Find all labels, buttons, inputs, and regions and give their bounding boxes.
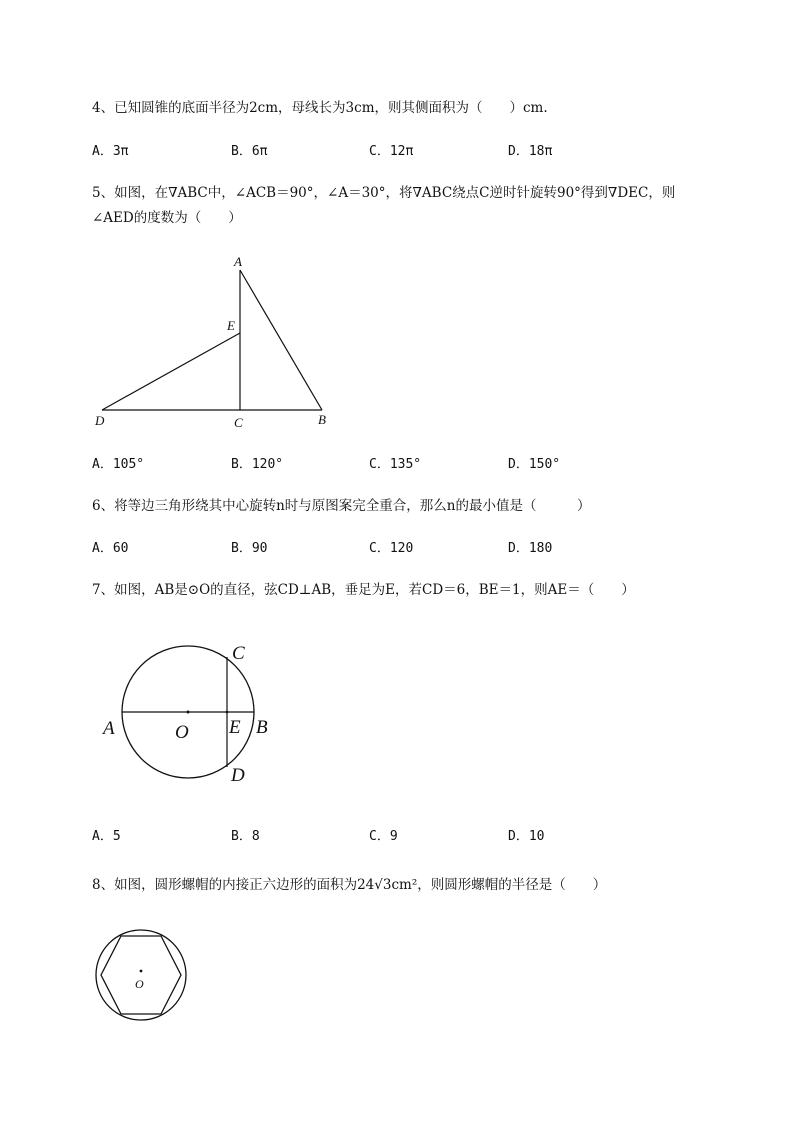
q6-stem: 6、将等边三角形绕其中心旋转n时与原图案完全重合，那么n的最小值是（ ） [92,498,591,514]
nut-circle [96,930,186,1020]
label-e: E [229,717,241,738]
q4-option-b: B．6π [231,144,268,159]
q5-stem-line1: 5、如图，在∇ABC中，∠ACB＝90°，∠A＝30°，将∇ABC绕点C逆时针旋转90°得到∇DEC，则 [92,185,676,201]
segment-ab [240,270,322,410]
q5-option-d: D．150° [508,457,561,472]
center-dot [187,711,190,714]
segment-de [102,333,240,410]
q8-nut-figure [93,925,193,1025]
q6-option-d: D．180 [508,541,553,556]
q7-option-b: B．8 [231,829,260,844]
q4-stem: 4、已知圆锥的底面半径为2cm，母线长为3cm，则其侧面积为（ ）cm. [92,100,548,116]
label-d: D [231,765,245,786]
q7-option-a: A．5 [92,829,121,844]
label-o: O [135,977,144,991]
q5-stem-line2: ∠AED的度数为（ ） [92,210,242,226]
q6-option-b: B．90 [231,541,268,556]
q5-option-a: A．105° [92,457,145,472]
label-a: A [234,254,242,269]
q8-stem: 8、如图，圆形螺帽的内接正六边形的面积为24√3cm²，则圆形螺帽的半径是（ ） [92,877,607,893]
q5-option-c: C．135° [369,457,422,472]
label-b: B [318,412,326,427]
label-c: C [234,415,243,430]
q7-option-c: C．9 [369,829,398,844]
center-dot [140,970,143,973]
label-d: D [95,413,105,428]
label-o: O [175,722,189,743]
q5-option-b: B．120° [231,457,284,472]
label-a: A [103,718,115,739]
label-e: E [227,318,235,333]
inscribed-hexagon [101,936,181,1014]
q7-circle-figure [95,630,295,790]
q4-option-d: D．18π [508,144,553,159]
q7-option-d: D．10 [508,829,545,844]
q6-option-c: C．120 [369,541,414,556]
q4-option-a: A．3π [92,144,129,159]
label-b: B [256,717,268,738]
label-c: C [232,643,245,664]
q6-option-a: A．60 [92,541,129,556]
q7-stem: 7、如图，AB是⊙O的直径，弦CD⊥AB，垂足为E，若CD＝6，BE＝1，则AE＝（ ） [92,582,635,598]
q5-triangle-figure [90,250,340,435]
q4-option-c: C．12π [369,144,414,159]
point-e-dot [226,711,229,714]
